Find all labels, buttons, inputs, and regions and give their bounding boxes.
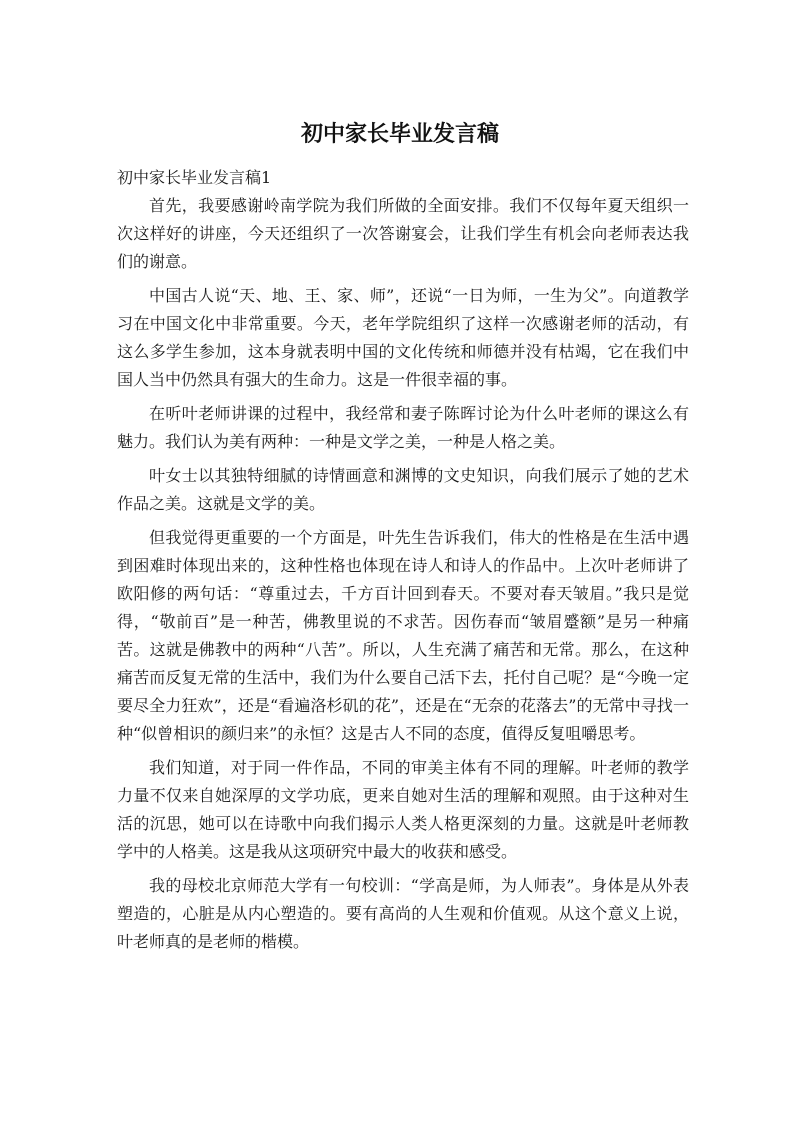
paragraph-2: 中国古人说“天、地、王、家、师”，还说“一日为师，一生为父”。向道教学习在中国文化中非常重要。今天，老年学院组织了这样一次感谢老师的活动，有这么多学生参加，这本身就表明中国的文化传统和师德并没有枯竭，它在我们中国人当中仍然具有强大的生命力。这是一件很幸福的事。 [117, 286, 689, 389]
document-body [117, 164, 689, 962]
paragraph-6: 我们知道，对于同一件作品，不同的审美主体有不同的理解。叶老师的教学力量不仅来自她深厚的文学功底，更来自她对生活的理解和观照。由于这种对生活的沉思，她可以在诗歌中向我们揭示人类人格更深刻的力量。这就是叶老师教学中的人格美。这是我从这项研究中最大的收获和感受。 [117, 758, 689, 861]
paragraph-1: 首先，我要感谢岭南学院为我们所做的全面安排。我们不仅每年夏天组织一次这样好的讲座，今天还组织了一次答谢宴会，让我们学生有机会向老师表达我们的谢意。 [117, 196, 689, 271]
paragraph-7: 我的母校北京师范大学有一句校训：“学高是师，为人师表”。身体是从外表塑造的，心脏是从内心塑造的。要有高尚的人生观和价值观。从这个意义上说，叶老师真的是老师的楷模。 [117, 876, 689, 951]
document-title: 初中家长毕业发言稿 [300, 122, 499, 147]
paragraph-3: 在听叶老师讲课的过程中，我经常和妻子陈晖讨论为什么叶老师的课这么有魅力。我们认为美有两种：一种是文学之美，一种是人格之美。 [117, 404, 689, 451]
paragraph-5: 但我觉得更重要的一个方面是，叶先生告诉我们，伟大的性格是在生活中遇到困难时体现出来的，这种性格也体现在诗人和诗人的作品中。上次叶老师讲了欧阳修的两句话：“尊重过去，千方百计回到春天。不要对春天皱眉。”我只是觉得，“敬前百”是一种苦，佛教里说的不求苦。因伤春而“皱眉蹙额”是另一种痛苦。这就是佛教中的两种“八苦”。所以，人生充满了痛苦和无常。那么，在这种痛苦而反复无常的生活中，我们为什么要自己活下去，托付自己呢？是“今晚一定要尽全力狂欢”，还是“看遍洛杉矶的花”，还是在“无奈的花落去”的无常中寻找一种“似曾相识的颜归来”的永恒？这是古人不同的态度，值得反复咀嚼思考。 [117, 528, 689, 743]
section-heading: 初中家长毕业发言稿1 [117, 168, 272, 187]
paragraph-4: 叶女士以其独特细腻的诗情画意和渊博的文史知识，向我们展示了她的艺术作品之美。这就是文学的美。 [117, 466, 689, 513]
